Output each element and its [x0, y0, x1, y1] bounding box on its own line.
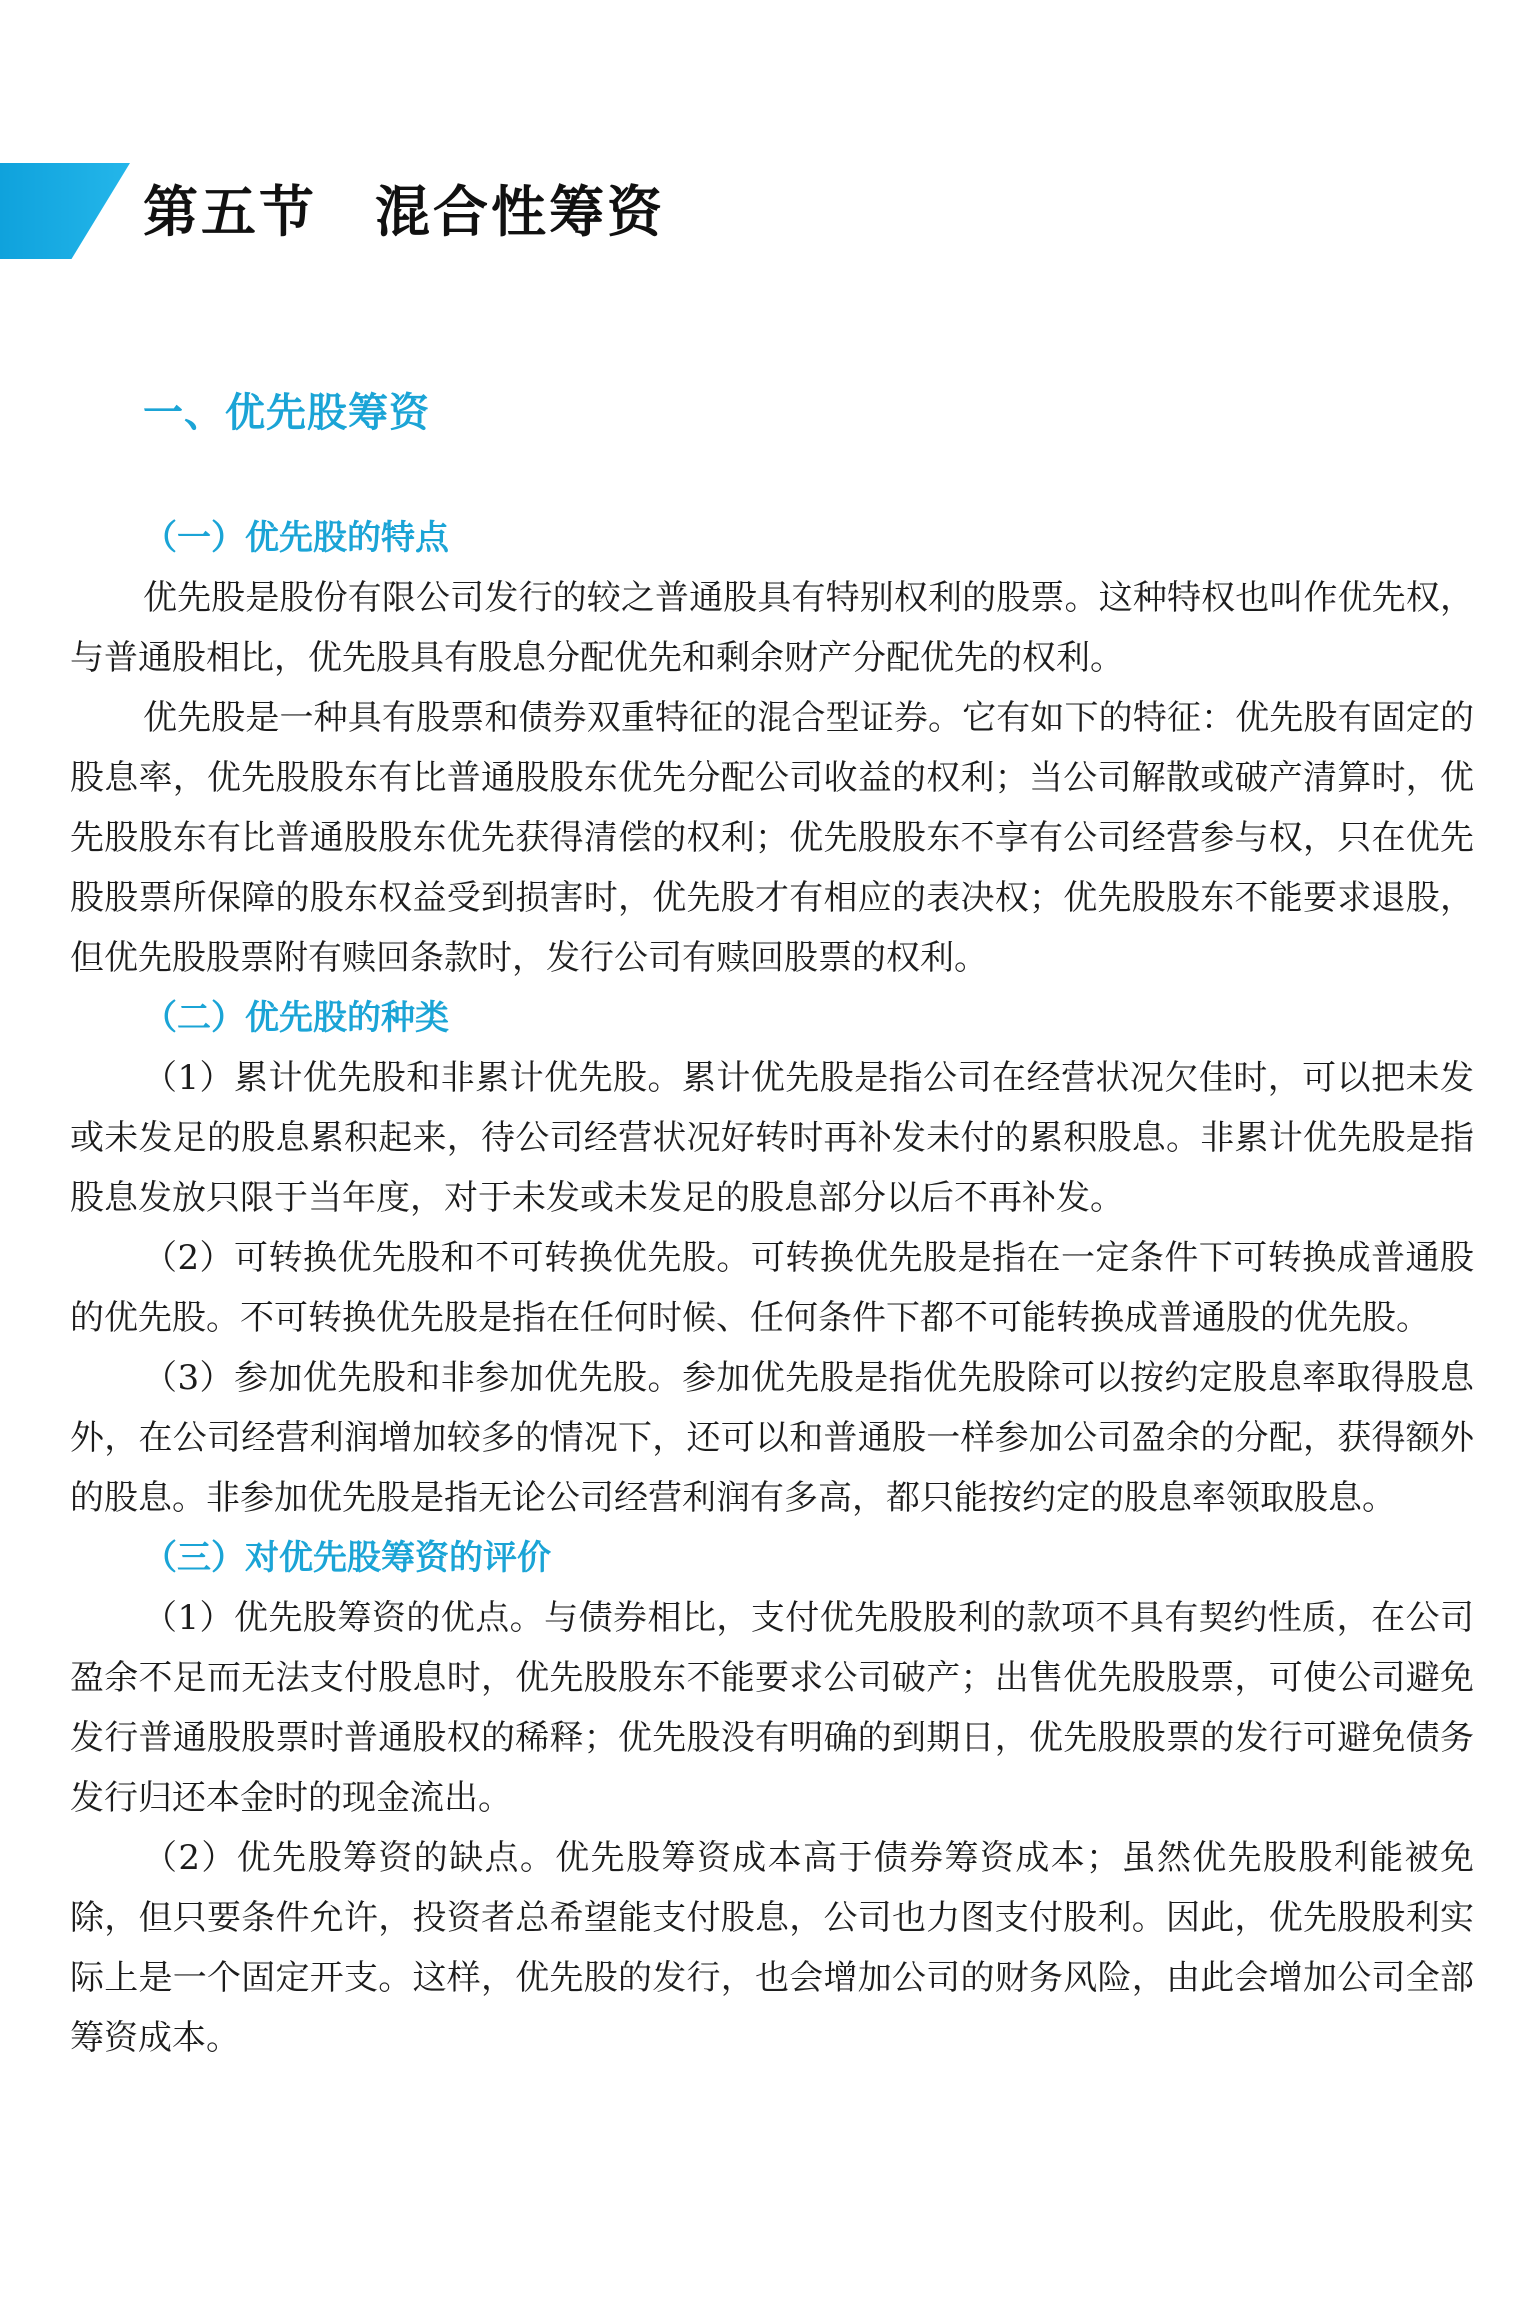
paragraph: （1）累计优先股和非累计优先股。累计优先股是指公司在经营状况欠佳时，可以把未发或未发足的股息累积起来，待公司经营状况好转时再补发未付的累积股息。非累计优先股是指股息发放只限于当年度，对于未发或未发足的股息部分以后不再补发。 [70, 1058, 1474, 1218]
paragraph: （2）优先股筹资的缺点。优先股筹资成本高于债券筹资成本；虽然优先股股利能被免除，但只要条件允许，投资者总希望能支付股息，公司也力图支付股利。因此，优先股股利实际上是一个固定开支。这样，优先股的发行，也会增加公司的财务风险，由此会增加公司全部筹资成本。 [70, 1838, 1474, 2058]
chapter-banner-decoration [0, 163, 130, 259]
subheading-evaluation: （三）对优先股筹资的评价 [143, 1538, 551, 1578]
paragraph: （3）参加优先股和非参加优先股。参加优先股是指优先股除可以按约定股息率取得股息外，在公司经营利润增加较多的情况下，还可以和普通股一样参加公司盈余的分配，获得额外的股息。非参加优先股是指无论公司经营利润有多高，都只能按约定的股息率领取股息。 [70, 1358, 1474, 1518]
paragraph: 优先股是一种具有股票和债券双重特征的混合型证券。它有如下的特征：优先股有固定的股息率，优先股股东有比普通股股东优先分配公司收益的权利；当公司解散或破产清算时，优先股股东有比普通股股东优先获得清偿的权利；优先股股东不享有公司经营参与权，只在优先股股票所保障的股东权益受到损害时，优先股才有相应的表决权；优先股股东不能要求退股，但优先股股票附有赎回条款时，发行公司有赎回股票的权利。 [70, 698, 1474, 978]
paragraph: （1）优先股筹资的优点。与债券相比，支付优先股股利的款项不具有契约性质，在公司盈余不足而无法支付股息时，优先股股东不能要求公司破产；出售优先股股票，可使公司避免发行普通股股票时普通股权的稀释；优先股没有明确的到期日，优先股股票的发行可避免债务发行归还本金时的现金流出。 [70, 1598, 1474, 1818]
subheading-types: （二）优先股的种类 [143, 998, 449, 1038]
section-title: 一、优先股筹资 [143, 390, 430, 436]
content-body [70, 508, 1474, 2068]
paragraph: 优先股是股份有限公司发行的较之普通股具有特别权利的股票。这种特权也叫作优先权，与普通股相比，优先股具有股息分配优先和剩余财产分配优先的权利。 [70, 578, 1474, 678]
paragraph: （2）可转换优先股和不可转换优先股。可转换优先股是指在一定条件下可转换成普通股的优先股。不可转换优先股是指在任何时候、任何条件下都不可能转换成普通股的优先股。 [70, 1238, 1474, 1338]
subheading-features: （一）优先股的特点 [143, 518, 449, 558]
chapter-title: 第五节 混合性筹资 [143, 180, 666, 244]
